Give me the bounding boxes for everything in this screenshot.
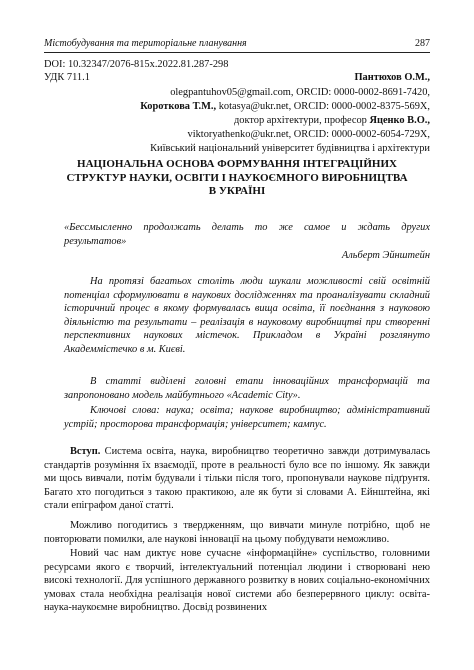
abstract-paragraph-2: В статті виділені головні етапи інноваційних трансформацій та запропоновано модель майбутнього «Academic City». [64,376,430,401]
journal-title: Містобудування та територіальне планування [44,38,247,49]
body-paragraph-3: Новий час нам диктує нове сучасне «інформаційне» суспільство, головними ресурсами якого є творчий, інтелектуальний потенціал людини і створювані нею високі технології. Для успішного державного розвитку в нових соціально-економічних умовах стала необхідна реалізація нової системи або безперервного циклу: освіта-наука-наукоємне виробництво. Досвід розвинених [44,548,430,614]
author-3-contact: viktoryathenko@ukr.net, ORCID: 0000-0002-6054-729X, [187,129,430,140]
author-1-contact: olegpantuhov05@gmail.com, ORCID: 0000-0002-8691-7420, [170,87,430,98]
doi: DOI: 10.32347/2076-815x.2022.81.287-298 [44,59,229,70]
epigraph-author: Альберт Эйнштейн [341,250,430,261]
affiliation: Київський національний університет будівництва і архітектури [150,143,430,154]
keywords: Ключові слова: наука; освіта; наукове виробництво; адміністративний устрій; просторова трансформація; університет; кампус. [64,405,430,430]
author-3 [44,114,430,127]
epigraph-line-1: «Бессмысленно продолжать делать то же самое и ждать других [64,222,430,233]
page-number: 287 [415,38,430,49]
intro-label: Вступ. [70,446,101,457]
epigraph-line-2: результатов» [64,236,127,247]
body-paragraph-2: Можливо погодитись з твердженням, що вивчати минуле потрібно, щоб не повторювати помилки, але наукові інновації на цьому побудувати неможливо. [44,520,430,545]
title-line-2: СТРУКТУР НАУКИ, ОСВІТИ І НАУКОЄМНОГО ВИРОБНИЦТВА [66,171,408,184]
article-title [44,158,430,199]
author-1-name: Пантюхов О.М., [354,72,430,83]
intro-text: Система освіта, наука, виробництво теоретично завжди дотримувалась стандартів розуміння їх взаємодії, проте в реальності було все по іншому. Як завжди ми щось вивчали, потім будували і тільки після того, пропонували наукове підґрунтя. Багато хто погодиться з такою практикою, але як бути зі словами А. Ейнштейна, які стали епіграфом даної статті. [44,446,430,512]
abstract-paragraph-1: На протязі багатьох століть люди шукали можливості свій освітній потенціал сформулювати в наукових дослідженнях та проаналізувати складний історичний процес в якому формувалась вища освіта, її поєднання з науковою діяльністю та результати – реалізація в науковому виробництві при створенні перспективних наукових містечок. Прикладом в Україні розглянуто Академмістечко в м. Києві. [64,276,430,355]
udc: УДК 711.1 [44,72,90,83]
title-line-1: НАЦІОНАЛЬНА ОСНОВА ФОРМУВАННЯ ІНТЕГРАЦІЙНИХ [77,158,397,170]
author-3-name: Яценко В.О., [369,115,430,126]
author-2-name: Короткова Т.М., [140,101,217,112]
intro-paragraph [44,445,430,513]
author-2-contact: kotasya@ukr.net, ORCID: 0000-0002-8375-569X, [216,101,430,112]
title-line-3: В УКРАЇНІ [208,185,266,198]
author-2 [44,100,430,113]
running-head [44,38,430,49]
header-rule [44,52,430,53]
author-3-degree: доктор архітектури, професор [234,115,370,126]
